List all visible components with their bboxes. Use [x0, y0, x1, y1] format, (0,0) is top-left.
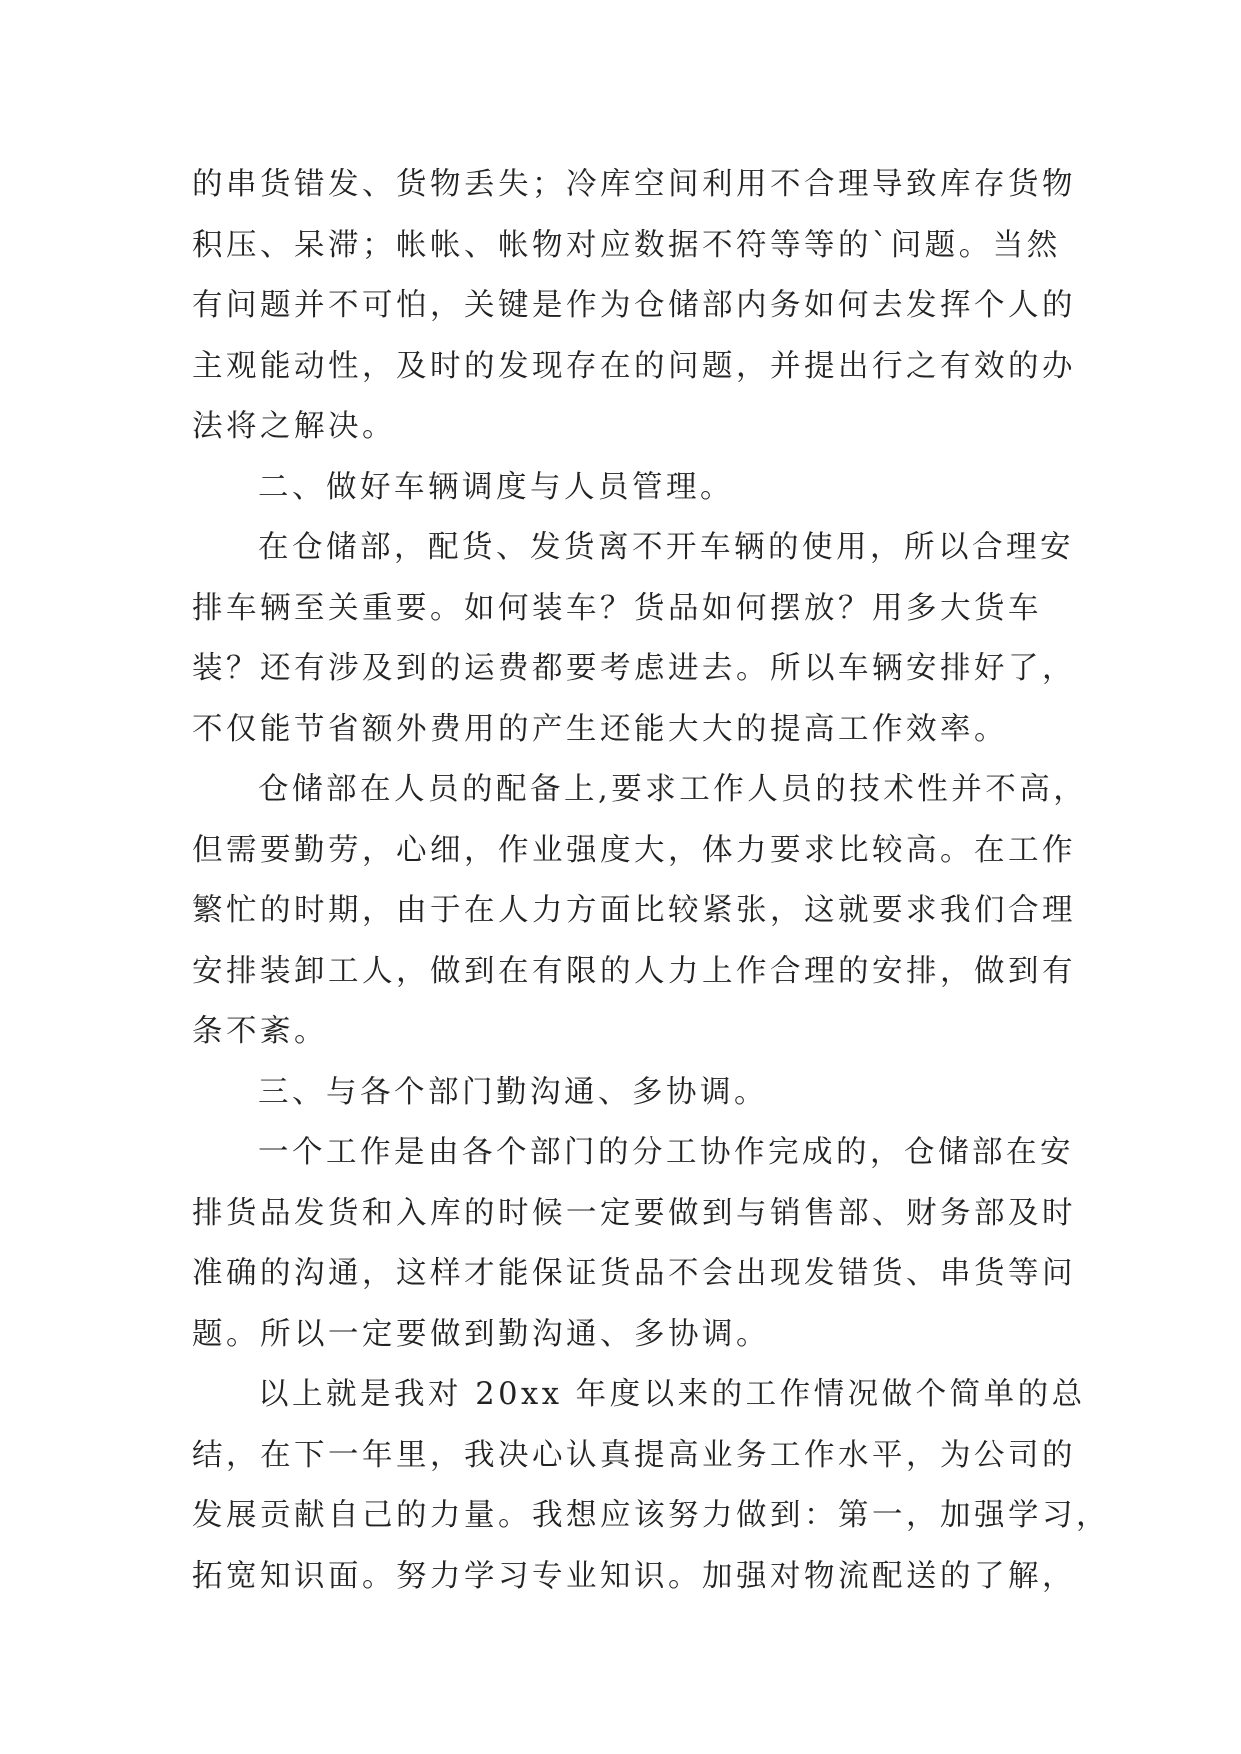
text-line: 结，在下一年里，我决心认真提高业务工作水平，为公司的	[192, 1437, 1076, 1473]
text-line: 题。所以一定要做到勤沟通、多协调。	[192, 1316, 770, 1352]
text-line: 安排装卸工人，做到在有限的人力上作合理的安排，做到有	[192, 953, 1076, 989]
text-line: 有问题并不可怕，关键是作为仓储部内务如何去发挥个人的	[192, 288, 1076, 323]
text-line: 仓储部在人员的配备上,要求工作人员的技术性并不高，	[258, 772, 1088, 807]
text-line: 在仓储部，配货、发货离不开车辆的使用，所以合理安	[258, 530, 1074, 565]
text-line: 二、做好车辆调度与人员管理。	[258, 469, 734, 505]
text-line: 主观能动性，及时的发现存在的问题，并提出行之有效的办	[192, 348, 1076, 384]
text-line: 装？还有涉及到的运费都要考虑进去。所以车辆安排好了，	[192, 651, 1076, 686]
text-line: 以上就是我对 20xx 年度以来的工作情况做个简单的总	[258, 1377, 1086, 1412]
text-line: 条不紊。	[192, 1014, 328, 1049]
text-line: 排货品发货和入库的时候一定要做到与销售部、财务部及时	[192, 1195, 1076, 1231]
text-line: 不仅能节省额外费用的产生还能大大的提高工作效率。	[192, 711, 1008, 747]
text-line: 拓宽知识面。努力学习专业知识。加强对物流配送的了解，	[192, 1558, 1076, 1594]
text-line: 准确的沟通，这样才能保证货品不会出现发错货、串货等问	[192, 1256, 1076, 1291]
text-line: 的串货错发、货物丢失；冷库空间利用不合理导致库存货物	[192, 167, 1076, 202]
text-line: 法将之解决。	[192, 409, 396, 444]
text-line: 但需要勤劳，心细，作业强度大，体力要求比较高。在工作	[192, 832, 1076, 868]
text-line: 三、与各个部门勤沟通、多协调。	[258, 1074, 768, 1110]
text-line: 发展贡献自己的力量。我想应该努力做到：第一，加强学习，	[192, 1498, 1110, 1533]
text-line: 积压、呆滞；帐帐、帐物对应数据不符等等的`问题。当然	[192, 227, 1061, 263]
text-line: 一个工作是由各个部门的分工协作完成的，仓储部在安	[258, 1135, 1074, 1170]
text-line: 繁忙的时期，由于在人力方面比较紧张，这就要求我们合理	[192, 893, 1076, 928]
document-body	[192, 155, 1110, 1607]
text-line: 排车辆至关重要。如何装车？货品如何摆放？用多大货车	[192, 590, 1042, 626]
